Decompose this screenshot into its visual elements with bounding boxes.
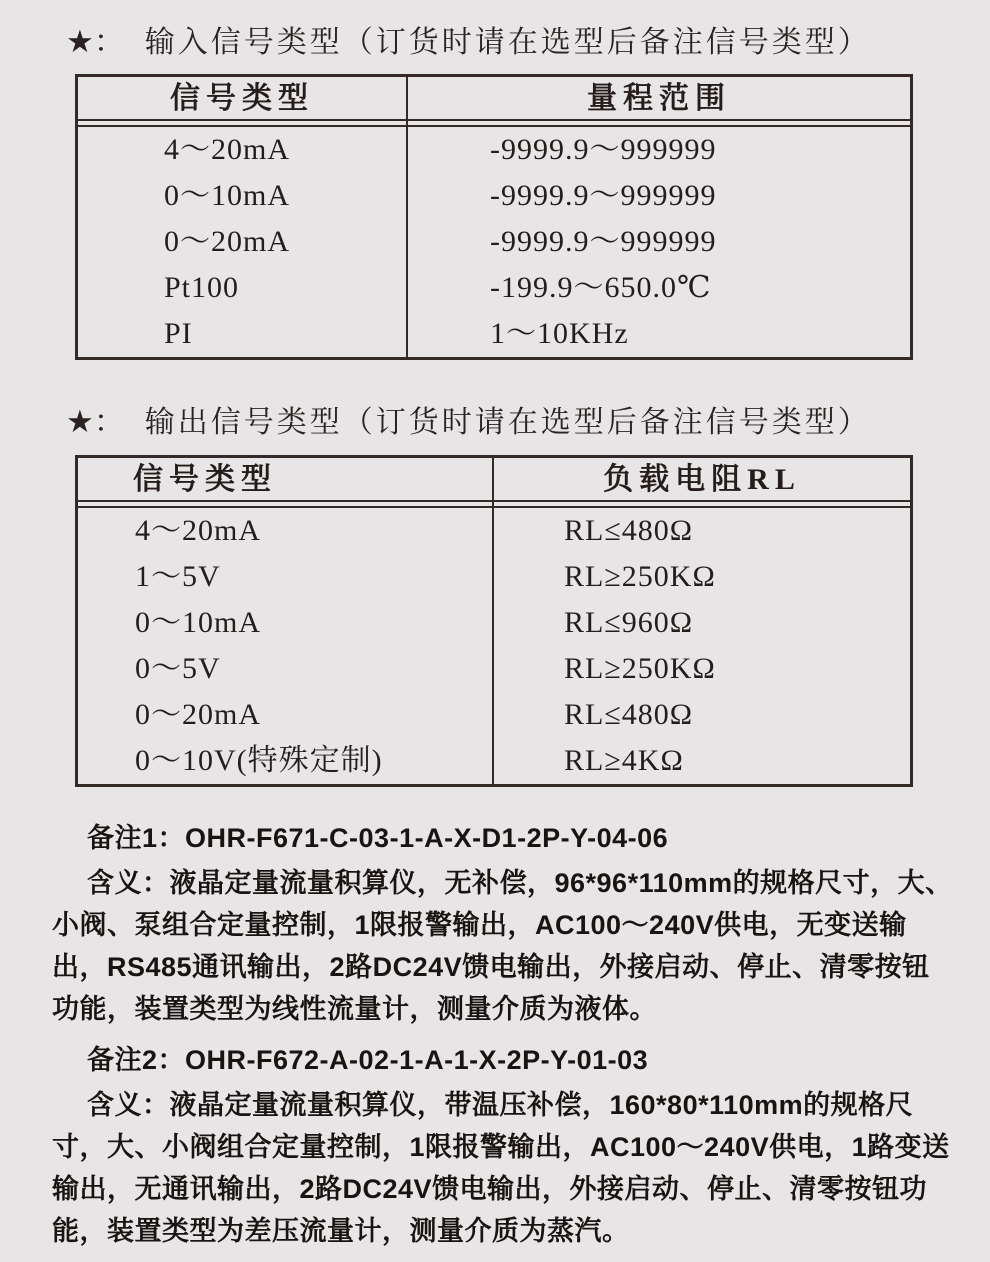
signal-type-cell: 0～20mA <box>78 219 408 265</box>
note-1-model-line <box>52 818 954 858</box>
table-row <box>78 738 910 784</box>
signal-type-cell: 0～10mA <box>78 600 494 646</box>
signal-type-cell: 4～20mA <box>78 127 408 173</box>
load-resistance-cell: RL≥250KΩ <box>564 560 716 593</box>
signal-type-cell: 0～10V(特殊定制) <box>78 738 494 784</box>
table-row <box>78 508 910 554</box>
signal-type-cell: 1～5V <box>78 554 494 600</box>
table-row <box>78 692 910 738</box>
table-row <box>78 173 910 219</box>
range-cell: -9999.9～999999 <box>490 133 717 166</box>
table-row <box>78 554 910 600</box>
load-resistance-cell: RL≤480Ω <box>564 514 694 547</box>
load-resistance-cell: RL≤960Ω <box>564 606 694 639</box>
note-1-meaning: 含义：液晶定量流量积算仪，无补偿，96*96*110mm的规格尺寸，大、小阀、泵组合定量控制，1限报警输出，AC100～240V供电，无变送输出，RS485通讯输出，2路DC24V馈电输出，外接启动、停止、清零按钮功能，装置类型为线性流量计，测量介质为液体。 <box>52 868 953 1024</box>
input-signal-table <box>75 74 913 360</box>
model-code: OHR-F671-C-03-1-A-X-D1-2P-Y-04-06 <box>185 823 669 853</box>
range-cell: -9999.9～999999 <box>490 179 717 212</box>
note-2-meaning: 含义：液晶定量流量积算仪，带温压补偿，160*80*110mm的规格尺寸，大、小阀组合定量控制，1限报警输出，AC100～240V供电，1路变送输出，无通讯输出，2路DC24V馈电输出，外接启动、停止、清零按钮功能，装置类型为差压流量计，测量介质为蒸汽。 <box>52 1090 950 1246</box>
column-header-load-resistance: 负载电阻RL <box>494 458 910 502</box>
star-icon: ★： <box>66 24 125 59</box>
table-row <box>78 600 910 646</box>
section-title-text: 输入信号类型（订货时请在选型后备注信号类型） <box>144 25 871 59</box>
range-cell: 1～10KHz <box>490 317 629 350</box>
table-row <box>78 219 910 265</box>
notes-section <box>52 818 954 1262</box>
table-header-row <box>78 458 910 502</box>
note-label: 备注2： <box>87 1045 186 1075</box>
star-icon: ★： <box>66 404 125 439</box>
table-row <box>78 311 910 357</box>
load-resistance-cell: RL≤480Ω <box>564 698 694 731</box>
column-header-signal-type: 信号类型 <box>78 458 494 502</box>
signal-type-cell: 0～10mA <box>78 173 408 219</box>
load-resistance-cell: RL≥250KΩ <box>564 652 716 685</box>
output-signal-section-title <box>66 396 871 441</box>
note-label: 备注1： <box>87 823 186 853</box>
column-header-signal-type: 信号类型 <box>78 77 408 121</box>
table-header-row <box>78 77 910 121</box>
section-title-text: 输出信号类型（订货时请在选型后备注信号类型） <box>144 405 871 439</box>
signal-type-cell: Pt100 <box>78 265 408 311</box>
table-row <box>78 127 910 173</box>
output-signal-table <box>75 455 913 787</box>
signal-type-cell: PI <box>78 311 408 357</box>
signal-type-cell: 4～20mA <box>78 508 494 554</box>
load-resistance-cell: RL≥4KΩ <box>564 744 684 777</box>
table-row <box>78 265 910 311</box>
signal-type-cell: 0～5V <box>78 646 494 692</box>
signal-type-cell: 0～20mA <box>78 692 494 738</box>
input-signal-section-title <box>66 16 871 61</box>
model-code: OHR-F672-A-02-1-A-1-X-2P-Y-01-03 <box>185 1045 649 1075</box>
range-cell: -9999.9～999999 <box>490 225 717 258</box>
note-2-model-line <box>52 1040 954 1080</box>
column-header-range: 量程范围 <box>408 77 910 121</box>
table-row <box>78 646 910 692</box>
range-cell: -199.9～650.0℃ <box>490 271 712 304</box>
